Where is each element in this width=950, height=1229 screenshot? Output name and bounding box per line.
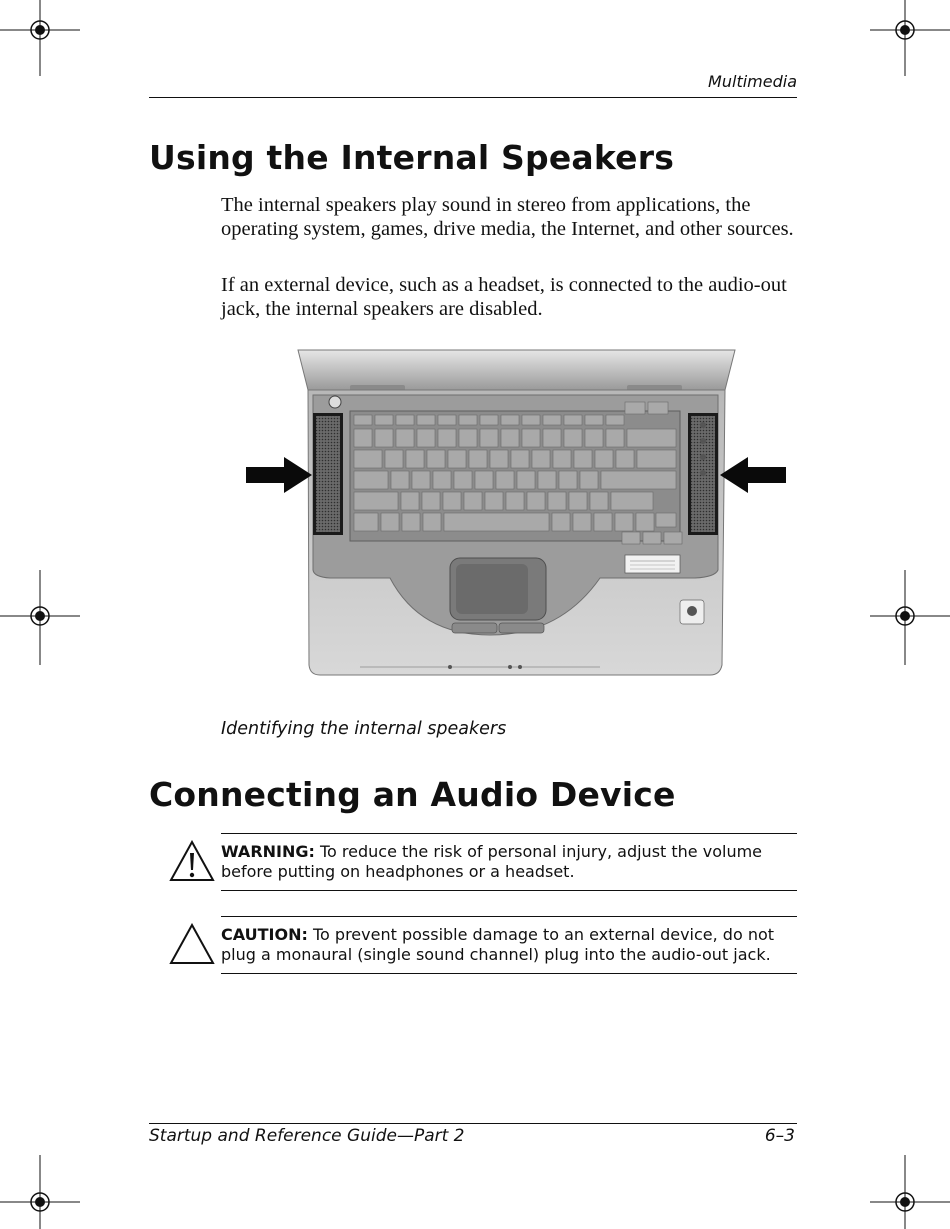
left-speaker-grill (316, 416, 340, 532)
footer-rule (149, 1123, 797, 1124)
registration-mark-mid-right (870, 570, 950, 665)
footer-page-number: 6–3 (764, 1126, 795, 1146)
footer-document-title: Startup and Reference Guide—Part 2 (149, 1126, 465, 1146)
section-title-internal-speakers: Using the Internal Speakers (149, 138, 675, 177)
display-lid (298, 350, 735, 390)
registration-mark-mid-left (0, 570, 80, 665)
registration-mark-top-left (0, 0, 80, 80)
warning-body: To reduce the risk of personal injury, adjust the volume before putting on headphones or a headset. (221, 842, 763, 881)
touchpad-surface (456, 564, 528, 614)
registration-mark-bottom-right (870, 1155, 950, 1229)
warning-sticker (625, 555, 680, 573)
touchpad-left-button (452, 623, 497, 633)
header-rule (149, 97, 797, 98)
registration-mark-top-right (870, 0, 950, 80)
registration-mark-bottom-left (0, 1155, 80, 1229)
touchpad-right-button (499, 623, 544, 633)
warning-label: WARNING: (221, 842, 315, 861)
warning-text (221, 842, 781, 882)
caution-notice (221, 916, 797, 974)
paragraph-speakers-intro: The internal speakers play sound in stereo from applications, the operating system, games, drive media, the Internet, and other sources. (221, 194, 794, 240)
warning-notice (221, 833, 797, 891)
figure-caption: Identifying the internal speakers (221, 719, 507, 739)
arrow-right-speaker (720, 457, 786, 493)
paragraph-speakers-disabled: If an external device, such as a headset, is connected to the audio-out jack, the internal speakers are disabled. (221, 274, 787, 320)
section-title-audio-device: Connecting an Audio Device (149, 775, 676, 814)
running-header-section: Multimedia (708, 72, 797, 91)
arrow-left-speaker (246, 457, 312, 493)
laptop-speakers-figure (240, 345, 790, 680)
caution-body: To prevent possible damage to an external device, do not plug a monaural (single sound channel) plug into the audio-out jack. (221, 925, 775, 964)
power-button-graphic (329, 396, 341, 408)
caution-label: CAUTION: (221, 925, 308, 944)
caution-triangle-icon (169, 923, 215, 965)
warning-triangle-icon (169, 840, 215, 882)
caution-text (221, 925, 781, 965)
